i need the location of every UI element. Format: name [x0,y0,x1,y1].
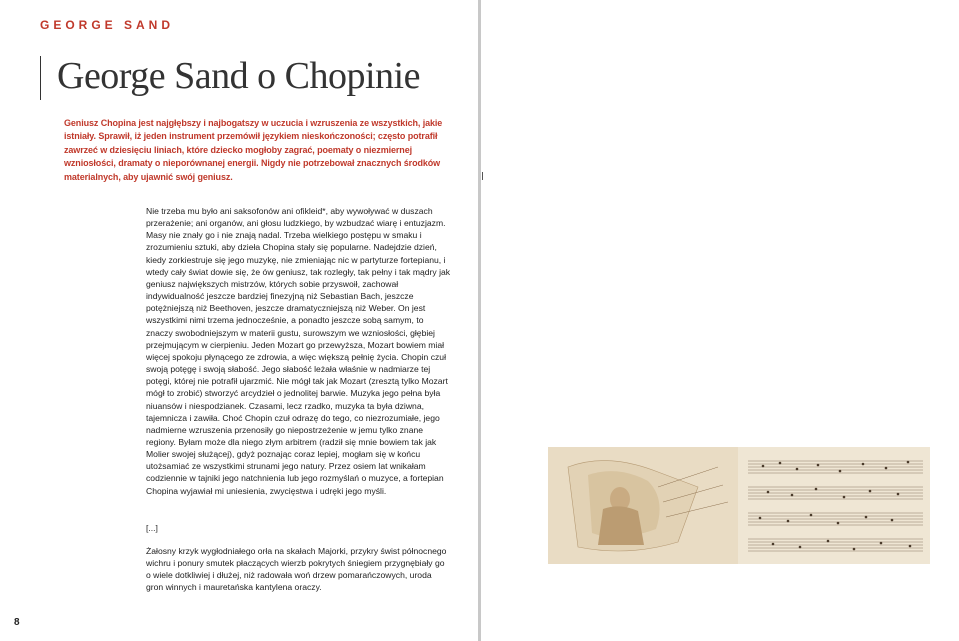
body-paragraph-1: Nie trzeba mu było ani saksofonów ani ofikleid*, aby wywoływać w duszach przerażenie; ani organów, ani głosu ludzkiego, by wzbudzać wiarę i entuzjazm. Masy nie znały go i nie znają nadal. Trzeba wielkiego postępu w smaku i zrozumieniu sztuki, aby dzieła Chopina stały się popularne. Nadejdzie dzień, kiedy zorkiestruje się jego muzykę, nie zmieniając nic w partyturze fortepianu, i wtedy cały świat dowie się, że ów geniusz, tak rozległy, tak pełny i tak mądry jak geniusz największych mistrzów, których sobie przyswoił, zachował indywidualność jeszcze bardziej finezyjną niż Sebastian Bach, jeszcze potężniejszą niż Beethoven, jeszcze dramatyczniejszą niż Weber. On jest wszystkimi nimi trzema jednocześnie, a ponadto jeszcze sobą samym, to znaczy swobodniejszym w materii gustu, surowszym we wzniosłości, głębiej przejmującym w cierpieniu. Jeden Mozart go przewyższa, Mozart bowiem miał więcej spokoju płynącego ze zdrowia, a więc większą pełnię życia. Chopin czuł swoją potęgę i swoją słabość. Jego słabość leżała właśnie w nadmiarze tej potęgi, której nie potrafił ujarzmić. Nie mógł tak jak Mozart (zresztą tylko Mozart mógł to zrobić) stworzyć arcydzieł o jednolitej barwie. Muzyka jego pełna była niuansów i niespodzianek. Czasami, lecz rzadko, muzyka ta była dziwna, tajemnicza i zawiła. Choć Chopin czuł odrazę do tego, co niezrozumiałe, jego nadmierne wzruszenia przenosiły go niepostrzeżenie w jemu tylko znane regiony. Byłam może dla niego złym arbitrem (radził się mnie bowiem tak jak Molier swojej służącej), gdyż poznając coraz lepiej, mogłam się w końcu utożsamiać ze wszystkimi strunami jego natury. Przez osiem lat wnikałam codziennie w tajniki jego natchnienia lub jego rozmyślań o muzyce, a fortepian Chopina wyjawiał mi uniesienia, zwycięstwa i udręki jego myśli. [146,206,451,496]
ellipsis-left: [...] [146,523,158,533]
title-rule [40,56,41,100]
left-page [0,0,478,641]
lead-paragraph: Geniusz Chopina jest najgłębszy i najbogatszy w uczucia i wzruszenia ze wszystkich, jakie istniały. Sprawił, iż jeden instrument przemówił językiem nieskończoności; często potrafił zawrzeć w dziesięciu liniach, które dziecko mogłoby zagrać, poematy o niezmiernej wzniosłości, dramaty o nieporównanej energii. Nigdy nie potrzebował znacznych środków materialnych, aby ujawnić swój geniusz. [64,118,443,182]
page-title: George Sand o Chopinie [57,55,420,97]
running-head: GEORGE SAND [40,18,175,32]
manuscript-illustration-svg [548,447,930,564]
crop-mark [482,172,483,180]
page-number-left: 8 [14,617,20,628]
manuscript-illustration [548,447,930,564]
body-paragraph-2: Żałosny krzyk wygłodniałego orła na skałach Majorki, przykry świst północnego wichru i ponury smutek płaczących wierzb pokrytych śniegiem przygnębiały go o wiele dotkliwiej i dłużej, niż radowała woń drzew pomarańczowych, uroda gron winnych i mauretańska kantylena oraczy. [146,546,447,593]
